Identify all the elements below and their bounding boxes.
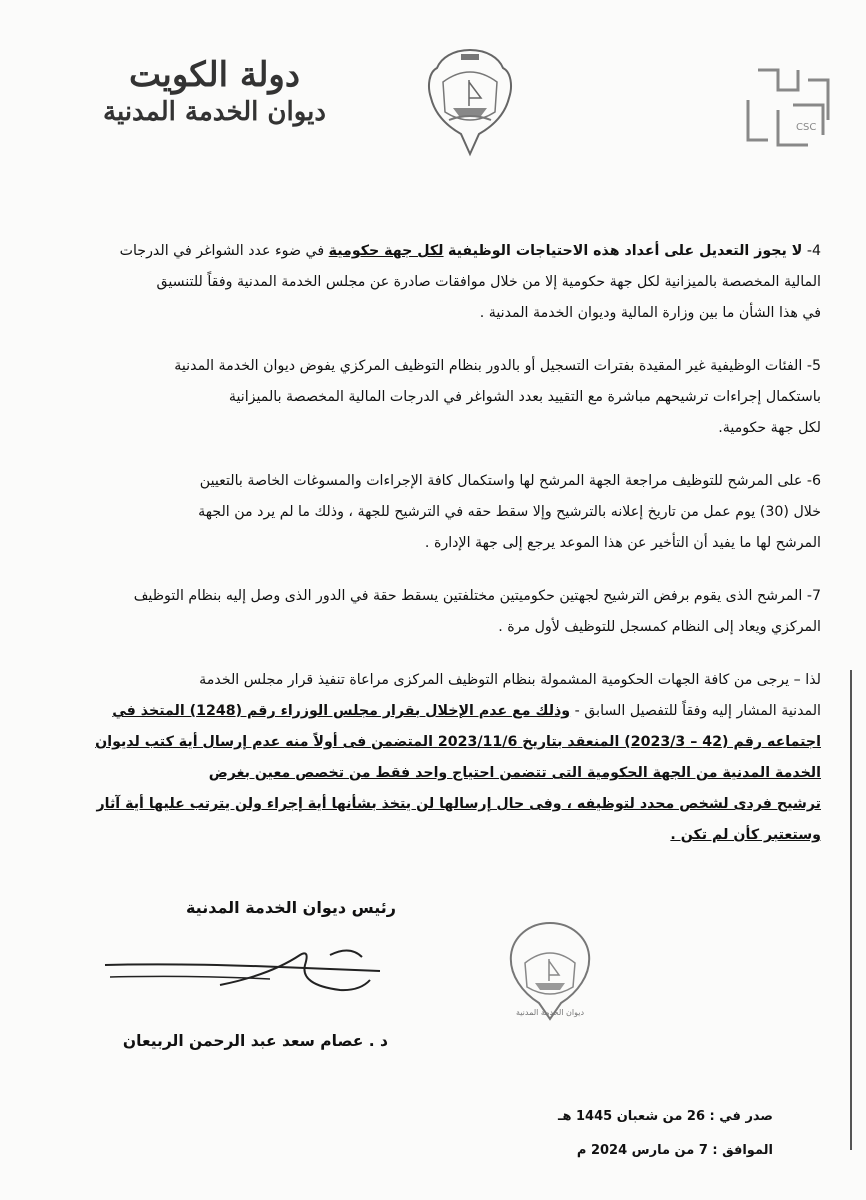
svg-text:ديوان الخدمة المدنية: ديوان الخدمة المدنية: [515, 1008, 585, 1017]
text-line: الفئات الوظيفية غير المقيدة بفترات التسجيل أو بالدور بنظام التوظيف المركزي يفوض ديوان الخدمة المدنية: [174, 358, 803, 374]
bureau-name: ديوان الخدمة المدنية: [103, 97, 326, 127]
text-line: خلال (30) يوم عمل من تاريخ إعلانه بالترشيح وإلا سقط حقه في الترشيح للجهة ، وذلك ما لم يرد من الجهة: [198, 504, 821, 520]
handwritten-signature: [100, 935, 390, 1005]
hijri-date: صدر في : 26 من شعبان 1445 هـ: [558, 1109, 773, 1124]
svg-text:CSC: CSC: [796, 122, 817, 133]
text-line: المدنية المشار إليه وفقاً للتفصيل السابق -: [574, 703, 821, 719]
item-number: 5-: [806, 358, 821, 374]
letterhead-title: [103, 55, 326, 127]
underlined-text: وذلك مع عدم الإخلال بقرار مجلس الوزراء رقم (1248) المتخذ في: [112, 703, 571, 719]
state-name: دولة الكويت: [129, 55, 300, 95]
item-number: 4-: [806, 243, 821, 259]
official-seal-icon: [495, 915, 605, 1025]
signatory-name: د . عصام سعد عبد الرحمن الربيعان: [122, 1032, 388, 1050]
paragraph-6: [95, 466, 821, 559]
item-number: 6-: [806, 473, 821, 489]
paragraph-4: [95, 236, 821, 329]
text-line: باستكمال إجراءات ترشيحهم مباشرة مع التقييد بعدد الشواغر في الدرجات المالية المخصصة بالميزانية: [228, 389, 821, 405]
text-line: المركزي ويعاد إلى النظام كمسجل للتوظيف لأول مرة .: [498, 619, 821, 635]
kuwait-emblem-icon: [423, 42, 518, 162]
text-line: في ضوء عدد الشواغر في الدرجات: [119, 243, 325, 259]
paragraph-final: [95, 665, 821, 851]
signatory-title: رئيس ديوان الخدمة المدنية: [185, 898, 396, 917]
letter-body: [95, 236, 821, 873]
scan-edge-line: [850, 670, 852, 1150]
text-line: المرشح لها ما يفيد أن التأخير عن هذا الموعد يرجع إلى جهة الإدارة .: [424, 535, 821, 551]
text-line: لذا – يرجى من كافة الجهات الحكومية المشمولة بنظام التوظيف المركزى مراعاة تنفيذ قرار مجلس الخدمة: [199, 672, 821, 688]
underlined-text: لكل جهة حكومية: [328, 243, 444, 259]
underlined-text: الخدمة المدنية من الجهة الحكومية التى تتضمن احتياج واحد فقط من تخصص معين بغرض: [208, 765, 821, 781]
gregorian-date: الموافق : 7 من مارس 2024 م: [576, 1143, 773, 1158]
bold-text: لا يجوز التعديل على أعداد هذه الاحتياجات الوظيفية: [448, 243, 803, 259]
text-line: المرشح الذى يقوم برفض الترشيح لجهتين حكوميتين مختلفتين يسقط حقة في الدور الذى وصل إليه بنظام التوظيف: [133, 588, 803, 604]
underlined-text: وستعتبر كأن لم تكن .: [670, 827, 821, 843]
issue-dates: [558, 1100, 773, 1168]
paragraph-5: [95, 351, 821, 444]
underlined-text: اجتماعه رقم (42 – 2023/3) المنعقد بتاريخ 2023/11/6 المتضمن فى أولاً منه عدم إرسال أية كتب لديوان: [95, 734, 821, 750]
text-line: في هذا الشأن ما بين وزارة المالية وديوان الخدمة المدنية .: [479, 305, 821, 321]
underlined-text: ترشيح فردى لشخص محدد لتوظيفه ، وفى حال إرسالها لن يتخذ بشأنها أية إجراء ولن يترتب عليها أية آثار: [96, 796, 821, 812]
text-line: على المرشح للتوظيف مراجعة الجهة المرشح لها واستكمال كافة الإجراءات والمسوغات الخاصة بالتعيين: [199, 473, 803, 489]
text-line: المالية المخصصة بالميزانية لكل جهة حكومية إلا من خلال موافقات صادرة عن مجلس الخدمة المدنية وفقاً للتنسيق: [156, 274, 821, 290]
csc-logo-icon: [738, 60, 838, 155]
text-line: لكل جهة حكومية.: [718, 420, 821, 436]
item-number: 7-: [806, 588, 821, 604]
paragraph-7: [95, 581, 821, 643]
